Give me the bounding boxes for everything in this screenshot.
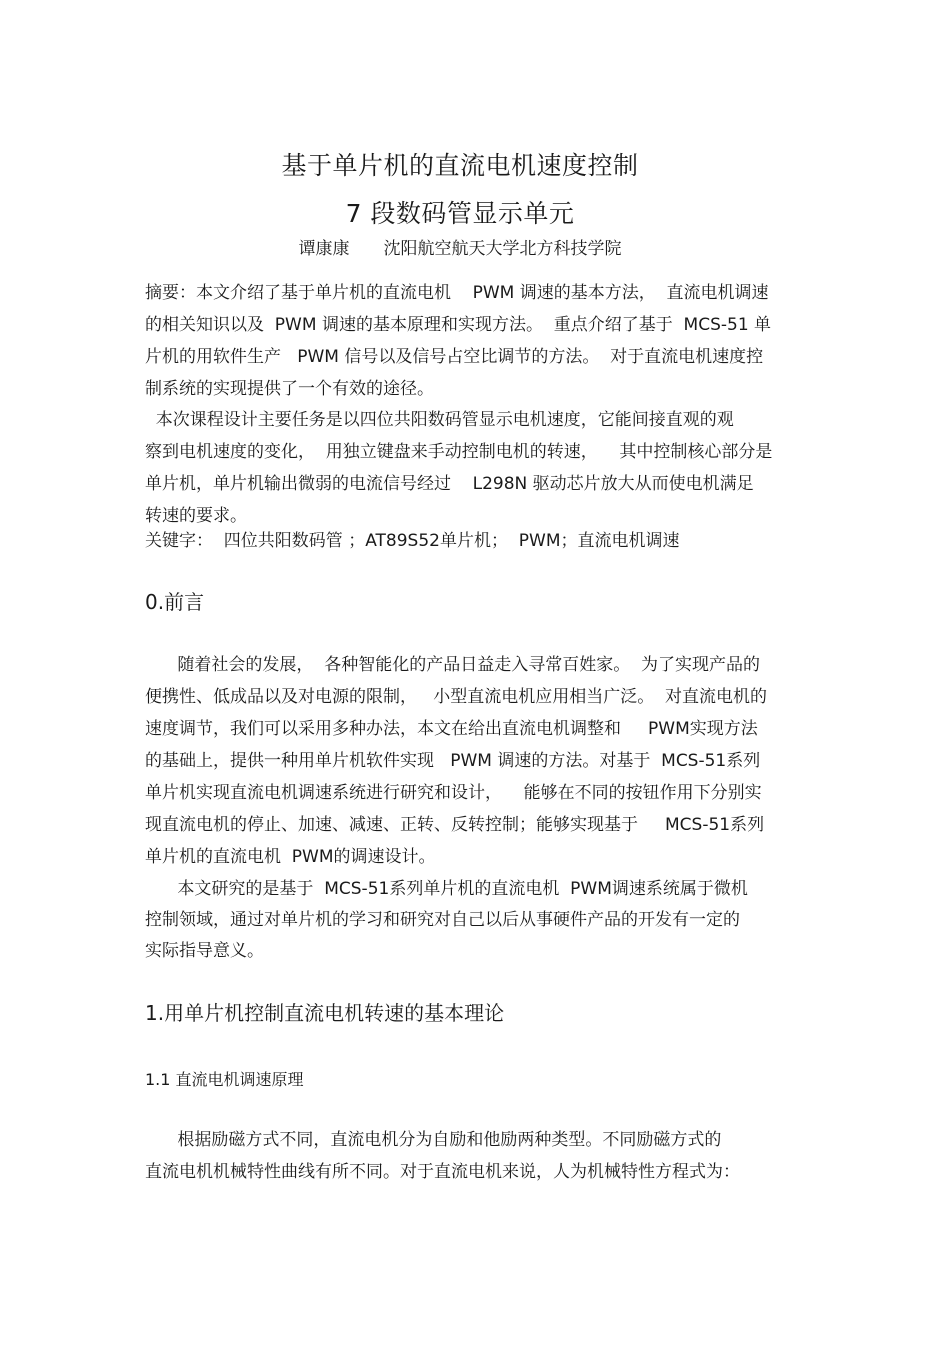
subsection-heading-1-1: 1.1 直流电机调速原理 — [145, 1070, 304, 1089]
author-name: 谭康康 — [298, 239, 350, 259]
abstract-line: 单片机，单片机输出微弱的电流信号经过 L298N 驱动芯片放大从而使电机满足 — [145, 474, 754, 494]
abstract-line: 察到电机速度的变化， 用独立键盘来手动控制电机的转速， 其中控制核心部分是 — [145, 442, 773, 462]
abstract-line: 摘要：本文介绍了基于单片机的直流电机 PWM 调速的基本方法， 直流电机调速 — [145, 283, 769, 303]
abstract-line: 片机的用软件生产 PWM 信号以及信号占空比调节的方法。 对于直流电机速度控 — [145, 347, 764, 367]
keywords: 关键字： 四位共阳数码管 ；AT89S52单片机； PWM；直流电机调速 — [145, 531, 680, 551]
paragraph-line: 的基础上，提供一种用单片机软件实现 PWM 调速的方法。对基于 MCS-51系列 — [145, 751, 761, 771]
abstract-line: 转速的要求。 — [145, 506, 247, 526]
abstract-line: 本次课程设计主要任务是以四位共阳数码管显示电机速度，它能间接直观的观 — [145, 410, 734, 430]
author-affiliation: 沈阳航空航天大学北方科技学院 — [383, 239, 622, 259]
paragraph-line: 现直流电机的停止、加速、减速、正转、反转控制；能够实现基于 MCS-51系列 — [145, 815, 765, 835]
paper-title: 基于单片机的直流电机速度控制 — [281, 151, 639, 180]
abstract-line: 制系统的实现提供了一个有效的途径。 — [145, 379, 434, 399]
paragraph-line: 单片机实现直流电机调速系统进行研究和设计， 能够在不同的按钮作用下分别实 — [145, 783, 762, 803]
paragraph-line: 根据励磁方式不同，直流电机分为自励和他励两种类型。不同励磁方式的 — [145, 1130, 722, 1150]
paragraph-line: 速度调节，我们可以采用多种办法，本文在给出直流电机调整和 PWM实现方法 — [145, 719, 758, 739]
paragraph-line: 单片机的直流电机 PWM的调速设计。 — [145, 847, 436, 867]
paragraph-line: 控制领域，通过对单片机的学习和研究对自己以后从事硬件产品的开发有一定的 — [145, 910, 740, 930]
section-heading-0: 0.前言 — [145, 590, 205, 614]
abstract-line: 的相关知识以及 PWM 调速的基本原理和实现方法。 重点介绍了基于 MCS-51 单 — [145, 315, 772, 335]
paragraph-line: 本文研究的是基于 MCS-51系列单片机的直流电机 PWM调速系统属于微机 — [145, 879, 748, 899]
author-line — [0, 234, 920, 259]
paragraph-line: 实际指导意义。 — [145, 941, 264, 961]
paper-subtitle: 7 段数码管显示单元 — [345, 199, 575, 228]
paragraph-line: 直流电机机械特性曲线有所不同。对于直流电机来说，人为机械特性方程式为： — [145, 1162, 740, 1182]
section-heading-1: 1.用单片机控制直流电机转速的基本理论 — [145, 1001, 505, 1025]
paragraph-line: 便携性、低成品以及对电源的限制， 小型直流电机应用相当广泛。 对直流电机的 — [145, 687, 768, 707]
paragraph-line: 随着社会的发展， 各种智能化的产品日益走入寻常百姓家。 为了实现产品的 — [145, 655, 761, 675]
